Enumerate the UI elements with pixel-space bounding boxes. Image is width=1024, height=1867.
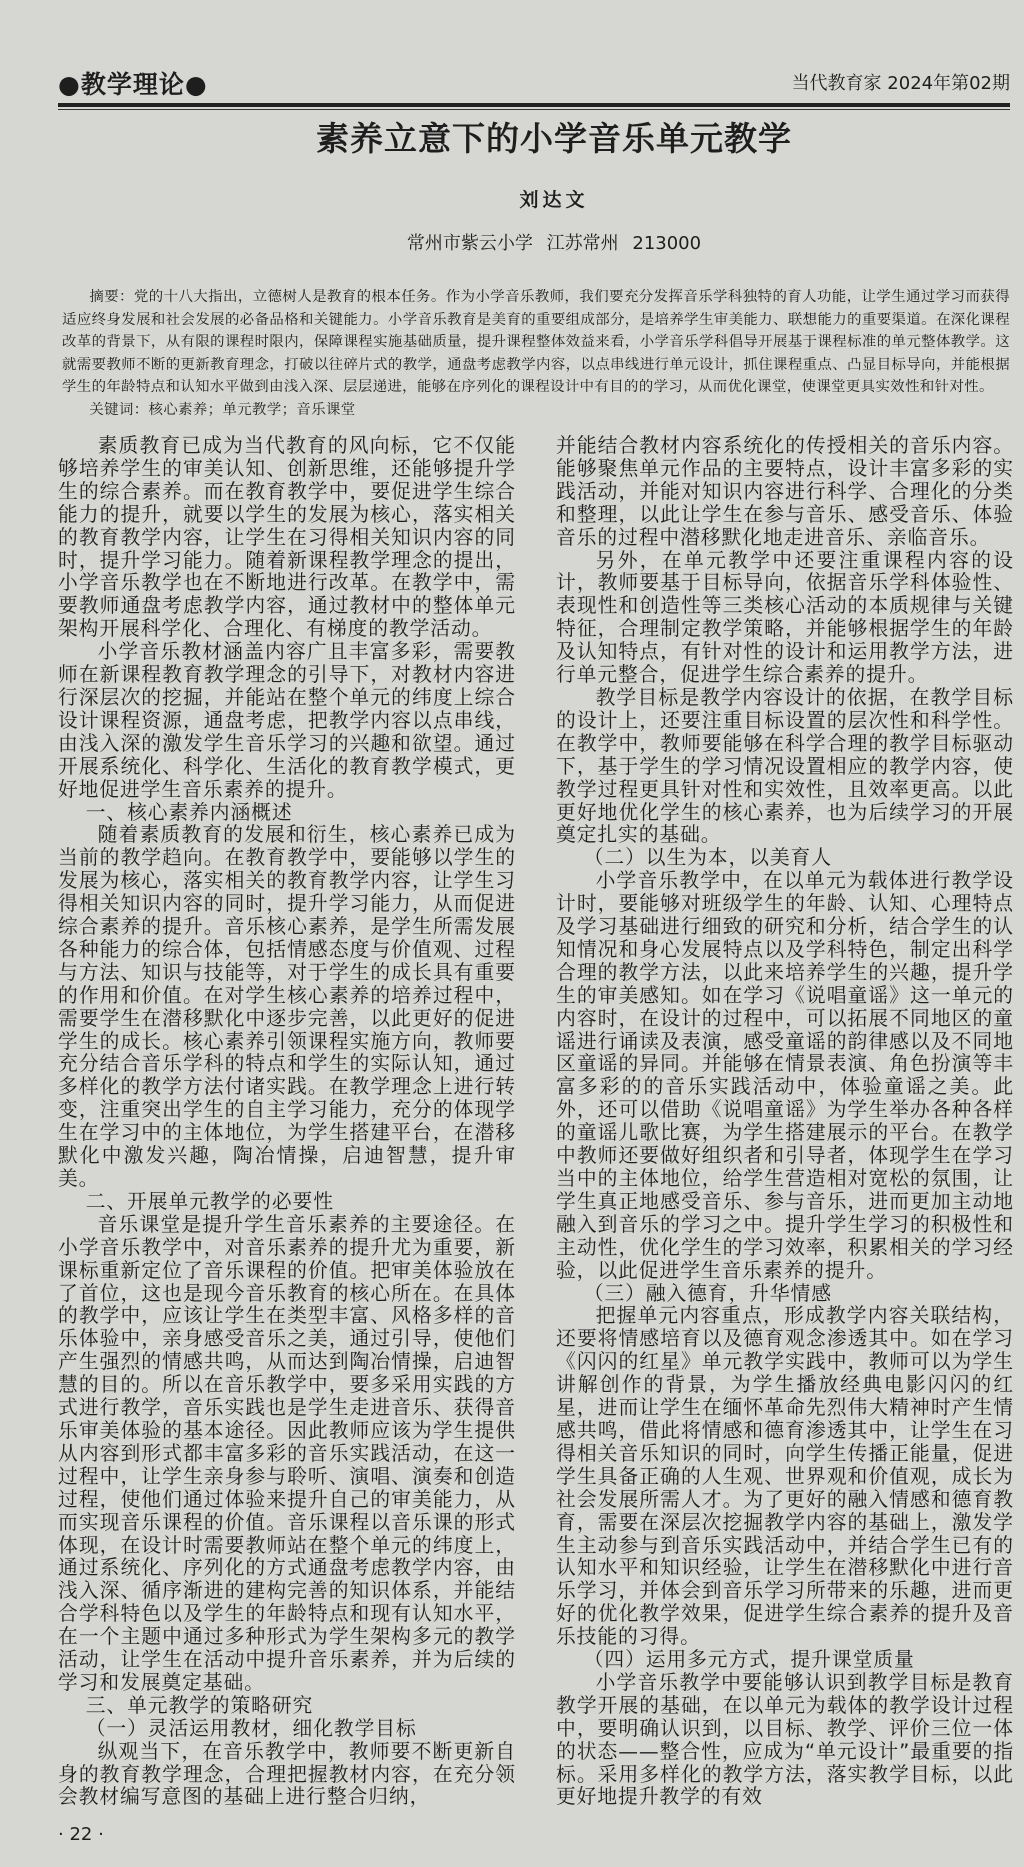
section-label: ●教学理论● bbox=[58, 70, 208, 99]
page-number: · 22 · bbox=[58, 1824, 104, 1846]
paragraph: 教学目标是教学内容设计的依据，在教学目标的设计上，还要注重目标设置的层次性和科学性。在教学中，教师要能够在科学合理的教学目标驱动下，基于学生的学习情况设置相应的教学内容，使教学过程更具针对性和实效性，且效率更高。以此更好地优化学生的核心素养，也为后续学习的开展奠定扎实的基础。 bbox=[556, 685, 1014, 847]
paragraph: 另外，在单元教学中还要注重课程内容的设计，教师要基于目标导向，依据音乐学科体验性、表现性和创造性等三类核心活动的本质规律与关键特征，合理制定教学策略，并能够根据学生的年龄及认知特点，有针对性的设计和运用教学方法，进行单元整合，促进学生综合素养的提升。 bbox=[556, 548, 1014, 687]
abstract: 摘要：党的十八大指出，立德树人是教育的根本任务。作为小学音乐教师，我们要充分发挥音乐学科独特的育人功能，让学生通过学习而获得适应终身发展和社会发展的必备品格和关键能力。小学音乐教育是美育的重要组成部分，是培养学生审美能力、联想能力的重要渠道。在深化课程改革的背景下，从有限的课程时限内，保障课程实施基础质量，提升课程整体效益来看，小学音乐学科倡导开展基于课程标准的单元整体教学。这就需要教师不断的更新教育理念，打破以往碎片式的教学，通盘考虑教学内容，以点串线进行单元设计，抓住课程重点、凸显目标导向，并能根据学生的年龄特点和认知水平做到由浅入深、层层递进，能够在序列化的课程设计中有目的的学习，从而优化课堂，使课堂更具实效性和针对性。 bbox=[62, 289, 1010, 395]
section-heading: （一）灵活运用教材，细化教学目标 bbox=[85, 1716, 417, 1740]
article-title: 素养立意下的小学音乐单元教学 bbox=[316, 119, 792, 158]
affiliation: 常州市紫云小学 江苏常州 213000 bbox=[406, 233, 702, 254]
body-columns bbox=[58, 435, 1014, 1809]
section-heading: 二、开展单元教学的必要性 bbox=[85, 1189, 334, 1213]
keywords: 关键词：核心素养；单元教学；音乐课堂 bbox=[89, 401, 356, 418]
abstract-block bbox=[62, 286, 1010, 421]
section-heading: 一、核心素养内涵概述 bbox=[85, 800, 293, 824]
paragraph: 随着素质教育的发展和衍生，核心素养已成为当前的教学趋向。在教育教学中，要能够以学生的发展为核心，落实相关的教育教学内容，让学生习得相关知识内容的同时，提升学习能力，从而促进综合素养的提升。音乐核心素养，是学生所需发展各种能力的综合体，包括情感态度与价值观、过程与方法、知识与技能等，对于学生的成长具有重要的作用和价值。在对学生核心素养的培养过程中，需要学生在潜移默化中逐步完善，以此更好的促进学生的成长。核心素养引领课程实施方向，教师要充分结合音乐学科的特点和学生的实际认知，通过多样化的教学方法付诸实践。在教学理念上进行转变，注重突出学生的自主学习能力，充分的体现学生在学习中的主体地位，为学生搭建平台，在潜移默化中激发兴趣，陶冶情操，启迪智慧，提升审美。 bbox=[58, 823, 516, 1190]
right-column bbox=[556, 435, 1014, 1809]
paragraph: 并能结合教材内容系统化的传授相关的音乐内容。能够聚焦单元作品的主要特点，设计丰富多彩的实践活动，并能对知识内容进行科学、合理化的分类和整理，以此让学生在参与音乐、感受音乐、体验音乐的过程中潜移默化地走进音乐、亲临音乐。 bbox=[556, 434, 1014, 549]
paragraph: 小学音乐教材涵盖内容广且丰富多彩，需要教师在新课程教育教学理念的引导下，对教材内容进行深层次的挖掘，并能站在整个单元的纬度上综合设计课程资源，通盘考虑，把教学内容以点串线，由浅入深的激发学生音乐学习的兴趣和欲望。通过开展系统化、科学化、生活化的教育教学模式，更好地促进学生音乐素养的提升。 bbox=[58, 640, 516, 801]
journal-issue: 当代教育家 2024年第02期 bbox=[791, 73, 1010, 94]
section-heading: （四）运用多元方式，提升课堂质量 bbox=[583, 1648, 915, 1672]
section-heading: （三）融入德育，升华情感 bbox=[583, 1281, 832, 1305]
paragraph: 小学音乐教学中要能够认识到教学目标是教育教学开展的基础，在以单元为载体的教学设计过程中，要明确认识到，以目标、教学、评价三位一体的状态——整合性，应成为“单元设计”最重要的指标。采用多样化的教学方法，落实教学目标，以此更好地提升教学的有效 bbox=[556, 1670, 1014, 1809]
section-heading: 三、单元教学的策略研究 bbox=[85, 1693, 314, 1717]
author: 刘达文 bbox=[519, 189, 589, 211]
paragraph: 把握单元内容重点，形成教学内容关联结构，还要将情感培育以及德育观念渗透其中。如在学习《闪闪的红星》单元教学实践中，教师可以为学生讲解创作的背景，为学生播放经典电影闪闪的红星，进而让学生在缅怀革命先烈伟大精神时产生情感共鸣，借此将情感和德育渗透其中，让学生在习得相关音乐知识的同时，向学生传播正能量，促进学生具备正确的人生观、世界观和价值观，成长为社会发展所需人才。为了更好的融入情感和德育教育，需要在深层次挖掘教学内容的基础上，激发学生主动参与到音乐实践活动中，并结合学生已有的认知水平和知识经验，让学生在潜移默化中进行音乐学习，并体会到音乐学习所带来的乐趣，进而更好的优化教学效果，促进学生综合素养的提升及音乐技能的习得。 bbox=[556, 1304, 1014, 1649]
left-column bbox=[58, 435, 516, 1809]
paragraph: 小学音乐教学中，在以单元为载体进行教学设计时，要能够对班级学生的年龄、认知、心理特点及学习基础进行细致的研究和分析，结合学生的认知情况和身心发展特点以及学科特色，制定出科学合理的教学方法，以此来培养学生的兴趣，提升学生的审美感知。如在学习《说唱童谣》这一单元的内容时，在设计的过程中，可以拓展不同地区的童谣进行诵读及表演，感受童谣的韵律感以及不同地区童谣的异同。并能够在情景表演、角色扮演等丰富多彩的的音乐实践活动中，体验童谣之美。此外，还可以借助《说唱童谣》为学生举办各种各样的童谣儿歌比赛，为学生搭建展示的平台。在教学中教师还要做好组织者和引导者，体现学生在学习当中的主体地位，给学生营造相对宽松的氛围，让学生真正地感受音乐、参与音乐，进而更加主动地融入到音乐的学习之中。提升学生学习的积极性和主动性，优化学生的学习效率，积累相关的学习经验，以此促进学生音乐素养的提升。 bbox=[556, 869, 1014, 1282]
header-rule-thin bbox=[58, 109, 1010, 110]
paragraph: 音乐课堂是提升学生音乐素养的主要途径。在小学音乐教学中，对音乐素养的提升尤为重要，新课标重新定位了音乐课程的价值。把审美体验放在了首位，这也是现今音乐教育的核心所在。在具体的教学中，应该让学生在类型丰富、风格多样的音乐体验中，亲身感受音乐之美，通过引导，使他们产生强烈的情感共鸣，从而达到陶冶情操，启迪智慧的目的。所以在音乐教学中，要多采用实践的方式进行教学，音乐实践也是学生走进音乐、获得音乐审美体验的基本途径。因此教师应该为学生提供从内容到形式都丰富多彩的音乐实践活动，在这一过程中，让学生亲身参与聆听、演唱、演奏和创造过程，使他们通过体验来提升自己的审美能力，从而实现音乐课程的价值。音乐课程以音乐课的形式体现，在设计时需要教师站在整个单元的纬度上，通过系统化、序列化的方式通盘考虑教学内容，由浅入深、循序渐进的建构完善的知识体系，并能结合学科特色以及学生的年龄特点和现有认知水平，在一个主题中通过多种形式为学生架构多元的教学活动，让学生在活动中提升音乐素养，并为后续的学习和发展奠定基础。 bbox=[58, 1212, 516, 1694]
paragraph: 素质教育已成为当代教育的风向标，它不仅能够培养学生的审美认知、创新思维，还能够提升学生的综合素养。而在教育教学中，要促进学生综合能力的提升，就要以学生的发展为核心，落实相关的教育教学内容，让学生在习得相关知识内容的同时，提升学习能力。随着新课程教学理念的提出，小学音乐教学也在不断地进行改革。在教学中，需要教师通盘考虑教学内容，通过教材中的整体单元架构开展科学化、合理化、有梯度的教学活动。 bbox=[58, 434, 516, 641]
header-rule bbox=[58, 103, 1010, 107]
paragraph: 纵观当下，在音乐教学中，教师要不断更新自身的教育教学理念，合理把握教材内容，在充分领会教材编写意图的基础上进行整合归纳， bbox=[58, 1739, 516, 1809]
section-heading: （二）以生为本，以美育人 bbox=[583, 846, 832, 870]
running-header bbox=[58, 66, 1010, 100]
